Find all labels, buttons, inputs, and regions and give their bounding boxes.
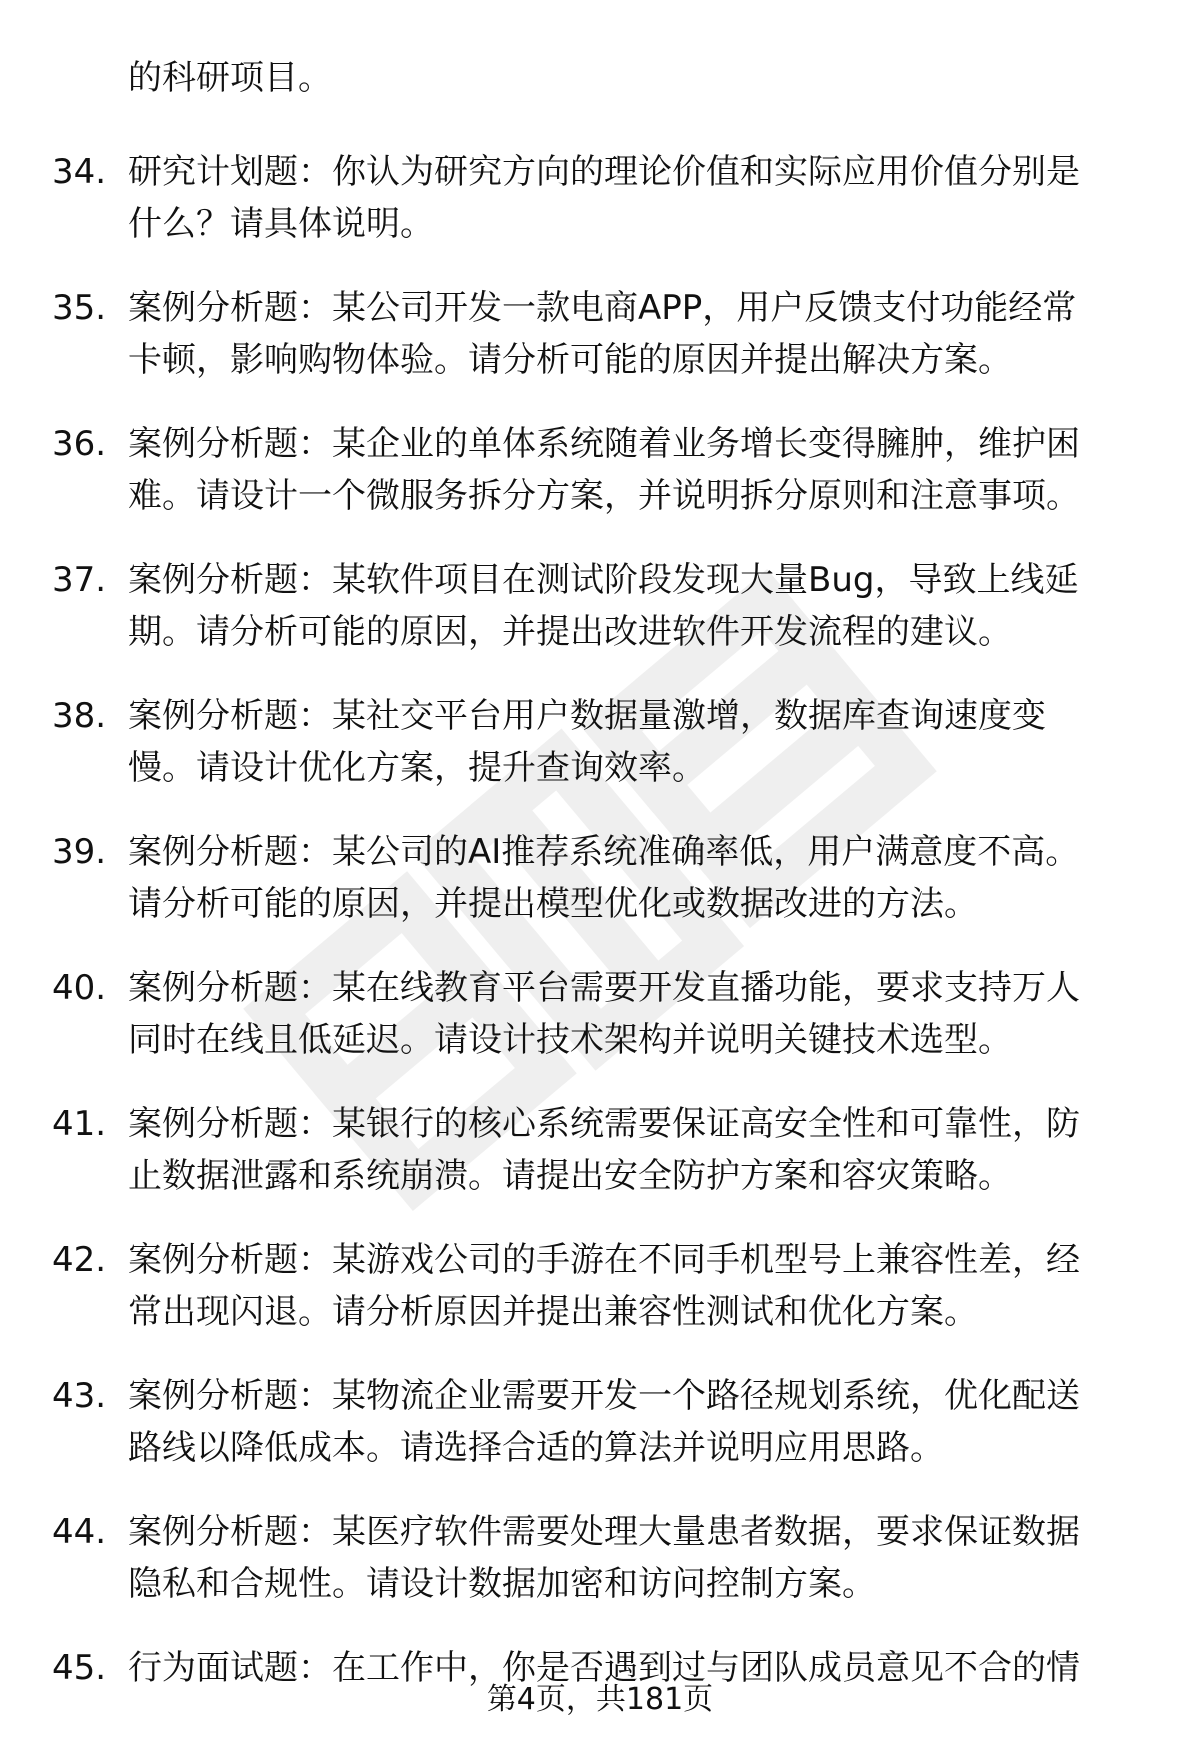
continued-text: 的科研项目。 — [128, 58, 332, 98]
question-number: 41. — [52, 1104, 107, 1144]
question-number: 35. — [52, 288, 107, 328]
question-text-line: 案例分析题：某银行的核心系统需要保证高安全性和可靠性，防 — [128, 1104, 1080, 1144]
question-text — [128, 1234, 1152, 1338]
question-number: 34. — [52, 152, 107, 192]
question-item — [52, 690, 1152, 794]
question-number: 37. — [52, 560, 107, 600]
question-number: 39. — [52, 832, 107, 872]
question-text-line: 止数据泄露和系统崩溃。请提出安全防护方案和容灾策略。 — [128, 1156, 1012, 1196]
questions-container — [52, 146, 1152, 1694]
question-text-line: 隐私和合规性。请设计数据加密和访问控制方案。 — [128, 1564, 876, 1604]
question-text-line: 常出现闪退。请分析原因并提出兼容性测试和优化方案。 — [128, 1292, 978, 1332]
question-number: 45. — [52, 1648, 107, 1688]
page-footer: 第4页，共181页 — [486, 1682, 714, 1717]
question-text-line: 行为面试题：在工作中，你是否遇到过与团队成员意见不合的情 — [128, 1648, 1080, 1688]
question-item — [52, 146, 1152, 250]
question-item — [52, 1370, 1152, 1474]
question-text-line: 请分析可能的原因，并提出模型优化或数据改进的方法。 — [128, 884, 978, 924]
question-item — [52, 1506, 1152, 1610]
question-item — [52, 418, 1152, 522]
question-item — [52, 962, 1152, 1066]
question-item — [52, 1098, 1152, 1202]
question-text-line: 案例分析题：某在线教育平台需要开发直播功能，要求支持万人 — [128, 968, 1080, 1008]
question-text — [128, 282, 1152, 386]
question-number: 38. — [52, 696, 107, 736]
question-number: 43. — [52, 1376, 107, 1416]
question-item — [52, 1234, 1152, 1338]
question-item — [52, 554, 1152, 658]
question-number: 40. — [52, 968, 107, 1008]
question-text-line: 难。请设计一个微服务拆分方案，并说明拆分原则和注意事项。 — [128, 476, 1080, 516]
question-text-line: 案例分析题：某公司开发一款电商APP，用户反馈支付功能经常 — [128, 288, 1077, 328]
question-text-line: 同时在线且低延迟。请设计技术架构并说明关键技术选型。 — [128, 1020, 1012, 1060]
question-text-line: 研究计划题：你认为研究方向的理论价值和实际应用价值分别是 — [128, 152, 1080, 192]
question-text-line: 期。请分析可能的原因，并提出改进软件开发流程的建议。 — [128, 612, 1012, 652]
question-text-line: 卡顿，影响购物体验。请分析可能的原因并提出解决方案。 — [128, 340, 1012, 380]
question-text-line: 案例分析题：某公司的AI推荐系统准确率低，用户满意度不高。 — [128, 832, 1080, 872]
question-text — [128, 418, 1152, 522]
question-number: 44. — [52, 1512, 107, 1552]
question-text-line: 案例分析题：某游戏公司的手游在不同手机型号上兼容性差，经 — [128, 1240, 1080, 1280]
question-list — [52, 52, 1152, 1726]
question-text-line: 案例分析题：某社交平台用户数据量激增，数据库查询速度变 — [128, 696, 1046, 736]
question-text-line: 案例分析题：某软件项目在测试阶段发现大量Bug，导致上线延 — [128, 560, 1079, 600]
question-text-line: 路线以降低成本。请选择合适的算法并说明应用思路。 — [128, 1428, 944, 1468]
question-text — [128, 690, 1152, 794]
question-number: 42. — [52, 1240, 107, 1280]
question-text-line: 案例分析题：某医疗软件需要处理大量患者数据，要求保证数据 — [128, 1512, 1080, 1552]
question-item — [52, 826, 1152, 930]
question-text — [128, 1098, 1152, 1202]
question-text-line: 慢。请设计优化方案，提升查询效率。 — [128, 748, 706, 788]
question-text — [128, 962, 1152, 1066]
question-number: 36. — [52, 424, 107, 464]
question-item — [52, 282, 1152, 386]
question-text — [128, 826, 1152, 930]
question-text — [128, 554, 1152, 658]
question-text-line: 案例分析题：某物流企业需要开发一个路径规划系统，优化配送 — [128, 1376, 1080, 1416]
question-text-line: 案例分析题：某企业的单体系统随着业务增长变得臃肿，维护困 — [128, 424, 1080, 464]
question-text — [128, 1370, 1152, 1474]
question-text — [128, 146, 1152, 250]
question-text-line: 什么？请具体说明。 — [128, 204, 434, 244]
question-text — [128, 1506, 1152, 1610]
